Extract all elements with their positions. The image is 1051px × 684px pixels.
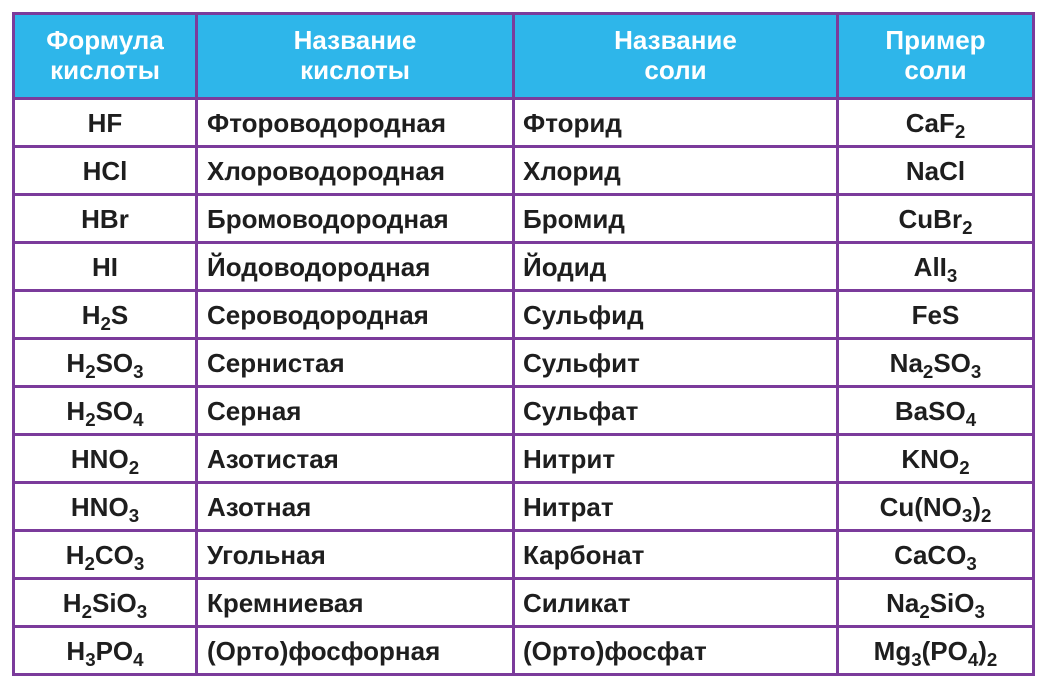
table-body bbox=[14, 99, 1034, 675]
formula-part: HF bbox=[87, 107, 123, 138]
header-line: соли bbox=[904, 55, 967, 85]
header-acid-name bbox=[197, 14, 514, 99]
formula-subscript: 2 bbox=[919, 600, 930, 622]
acid-name-cell: Фтороводородная bbox=[197, 99, 514, 147]
formula-part: ) bbox=[978, 635, 987, 666]
table-row bbox=[14, 339, 1034, 387]
formula-part: BaSO bbox=[894, 395, 966, 426]
acid-name-cell: Йодоводородная bbox=[197, 243, 514, 291]
salt-name-cell: Нитрит bbox=[514, 435, 838, 483]
header-line: соли bbox=[644, 55, 707, 85]
formula-subscript: 3 bbox=[133, 360, 144, 382]
formula-part: CaF bbox=[905, 107, 955, 138]
header-line: Пример bbox=[885, 25, 986, 56]
acid-name-cell: Азотная bbox=[197, 483, 514, 531]
formula-part: Mg bbox=[873, 635, 912, 666]
salt-example-cell bbox=[838, 339, 1034, 387]
formula-part: CuBr bbox=[898, 203, 963, 234]
formula-subscript: 2 bbox=[85, 360, 96, 382]
salt-name-cell: Сульфид bbox=[514, 291, 838, 339]
acid-formula-cell bbox=[14, 531, 197, 579]
formula-part: H bbox=[66, 635, 86, 666]
table-row bbox=[14, 99, 1034, 147]
formula-subscript: 3 bbox=[961, 504, 973, 526]
formula-subscript: 2 bbox=[962, 216, 973, 238]
salt-example-cell bbox=[838, 147, 1034, 195]
acid-formula-cell bbox=[14, 291, 197, 339]
salt-name-cell: Фторид bbox=[514, 99, 838, 147]
formula-subscript: 3 bbox=[911, 648, 922, 670]
header-line: Название bbox=[293, 25, 417, 56]
formula-part: HBr bbox=[81, 203, 129, 234]
formula-subscript: 3 bbox=[128, 504, 140, 526]
salt-name-cell: Сульфит bbox=[514, 339, 838, 387]
salt-example-cell bbox=[838, 579, 1034, 627]
salt-example-cell bbox=[838, 627, 1034, 675]
formula-subscript: 4 bbox=[967, 648, 979, 670]
salt-name-cell: Карбонат bbox=[514, 531, 838, 579]
formula-subscript: 4 bbox=[965, 408, 977, 430]
acid-formula-cell bbox=[14, 195, 197, 243]
formula-part: SiO bbox=[91, 587, 137, 618]
header-salt-name bbox=[514, 14, 838, 99]
formula-subscript: 3 bbox=[966, 552, 977, 574]
acid-name-cell: Кремниевая bbox=[197, 579, 514, 627]
salt-example-cell bbox=[838, 99, 1034, 147]
formula-part: FeS bbox=[911, 299, 960, 330]
salt-example-cell bbox=[838, 435, 1034, 483]
formula-part: HI bbox=[92, 251, 118, 282]
formula-subscript: 2 bbox=[84, 552, 95, 574]
formula-part: H bbox=[66, 347, 86, 378]
acid-formula-cell bbox=[14, 387, 197, 435]
formula-part: CO bbox=[94, 539, 134, 570]
salt-example-cell bbox=[838, 195, 1034, 243]
formula-part: PO bbox=[95, 635, 134, 666]
salt-example-cell bbox=[838, 483, 1034, 531]
salt-example-cell bbox=[838, 243, 1034, 291]
formula-part: H bbox=[66, 395, 86, 426]
acid-formula-cell bbox=[14, 147, 197, 195]
table-row bbox=[14, 387, 1034, 435]
formula-part: KNO bbox=[901, 443, 960, 474]
salt-name-cell: Сульфат bbox=[514, 387, 838, 435]
acids-salts-table bbox=[12, 12, 1035, 676]
acid-formula-cell bbox=[14, 435, 197, 483]
table-row bbox=[14, 531, 1034, 579]
formula-subscript: 3 bbox=[85, 648, 96, 670]
formula-subscript: 4 bbox=[133, 408, 144, 430]
acid-name-cell: Азотистая bbox=[197, 435, 514, 483]
salt-example-cell bbox=[838, 291, 1034, 339]
table-row bbox=[14, 147, 1034, 195]
formula-part: SO bbox=[95, 347, 134, 378]
formula-part: H bbox=[62, 587, 82, 618]
table-row bbox=[14, 195, 1034, 243]
formula-part: HNO bbox=[70, 491, 129, 522]
formula-subscript: 2 bbox=[922, 360, 934, 382]
table-row bbox=[14, 483, 1034, 531]
header-line: кислоты bbox=[50, 55, 160, 85]
salt-name-cell: Йодид bbox=[514, 243, 838, 291]
formula-subscript: 3 bbox=[970, 360, 982, 382]
formula-part: HCl bbox=[82, 155, 128, 186]
formula-subscript: 2 bbox=[128, 456, 140, 478]
formula-part: Na bbox=[889, 347, 923, 378]
header-line: кислоты bbox=[300, 55, 410, 85]
formula-subscript: 3 bbox=[136, 600, 148, 622]
formula-subscript: 3 bbox=[946, 264, 958, 286]
salt-name-cell: (Орто)фосфат bbox=[514, 627, 838, 675]
formula-subscript: 3 bbox=[133, 552, 145, 574]
table-row bbox=[14, 435, 1034, 483]
header-acid-formula bbox=[14, 14, 197, 99]
formula-part: SO bbox=[933, 347, 971, 378]
acid-formula-cell bbox=[14, 579, 197, 627]
formula-subscript: 2 bbox=[954, 120, 966, 142]
acid-formula-cell bbox=[14, 243, 197, 291]
acid-formula-cell bbox=[14, 339, 197, 387]
formula-part: SiO bbox=[929, 587, 975, 618]
formula-part: Na bbox=[886, 587, 920, 618]
table-row bbox=[14, 579, 1034, 627]
formula-part: AlI bbox=[913, 251, 947, 282]
header-row bbox=[14, 14, 1034, 99]
formula-part: H bbox=[81, 299, 101, 330]
acids-salts-table-frame bbox=[12, 12, 1032, 674]
header-salt-example bbox=[838, 14, 1034, 99]
formula-subscript: 2 bbox=[959, 456, 970, 478]
salt-example-cell bbox=[838, 531, 1034, 579]
acid-formula-cell bbox=[14, 483, 197, 531]
salt-name-cell: Хлорид bbox=[514, 147, 838, 195]
formula-subscript: 2 bbox=[100, 312, 111, 334]
acid-formula-cell bbox=[14, 99, 197, 147]
salt-name-cell: Бромид bbox=[514, 195, 838, 243]
salt-name-cell: Нитрат bbox=[514, 483, 838, 531]
acid-name-cell: Бромоводородная bbox=[197, 195, 514, 243]
formula-subscript: 3 bbox=[974, 600, 985, 622]
formula-part: SO bbox=[95, 395, 134, 426]
acid-name-cell: Сернистая bbox=[197, 339, 514, 387]
formula-part: ) bbox=[972, 491, 981, 522]
table-row bbox=[14, 243, 1034, 291]
acid-name-cell: (Орто)фосфорная bbox=[197, 627, 514, 675]
table-header bbox=[14, 14, 1034, 99]
formula-part: (PO bbox=[921, 635, 968, 666]
acid-name-cell: Угольная bbox=[197, 531, 514, 579]
table-row bbox=[14, 291, 1034, 339]
header-line: Название bbox=[614, 25, 737, 56]
formula-subscript: 2 bbox=[981, 504, 992, 526]
formula-subscript: 2 bbox=[81, 600, 92, 622]
salt-example-cell bbox=[838, 387, 1034, 435]
acid-name-cell: Хлороводородная bbox=[197, 147, 514, 195]
acid-formula-cell bbox=[14, 627, 197, 675]
acid-name-cell: Серная bbox=[197, 387, 514, 435]
formula-part: Cu(NO bbox=[879, 491, 962, 522]
formula-part: NaCl bbox=[905, 155, 966, 186]
formula-part: H bbox=[65, 539, 85, 570]
table-row bbox=[14, 627, 1034, 675]
formula-part: CaCO bbox=[894, 539, 967, 570]
acid-name-cell: Сероводородная bbox=[197, 291, 514, 339]
formula-part: HNO bbox=[70, 443, 129, 474]
header-line: Формула bbox=[46, 25, 164, 56]
formula-subscript: 4 bbox=[133, 648, 144, 670]
formula-subscript: 2 bbox=[986, 648, 998, 670]
formula-part: S bbox=[110, 299, 129, 330]
salt-name-cell: Силикат bbox=[514, 579, 838, 627]
formula-subscript: 2 bbox=[85, 408, 96, 430]
